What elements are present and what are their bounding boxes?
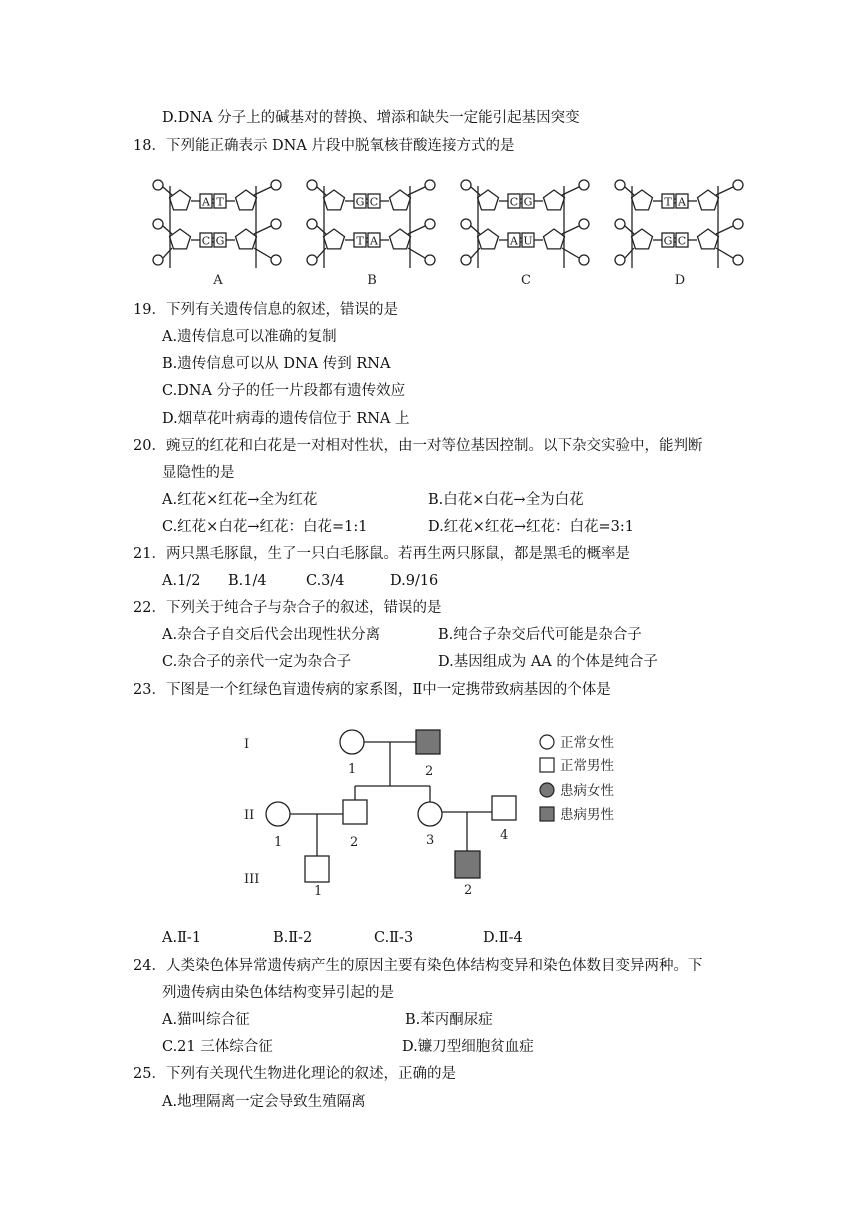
pedigree-number-i2: 2 [425,764,434,779]
q22-stem: 22．下列关于纯合子与杂合子的叙述，错误的是 [133,600,442,616]
pedigree-i1-normal-female [340,730,364,754]
q23-pedigree-chart [230,715,640,900]
q21-option-d: D.9/16 [390,573,439,589]
q18-dna-diagrams [140,168,760,290]
q25-option-a: A.地理隔离一定会导致生殖隔离 [162,1094,366,1110]
pedigree-iii1-normal-male [305,856,329,882]
q23-option-a: A.Ⅱ-1 [162,930,202,946]
base-a-1-right: G [215,234,225,248]
legend-normal-male-symbol [540,758,554,772]
base-a-1-left: C [201,234,211,248]
q19-stem: 19．下列有关遗传信息的叙述，错误的是 [133,302,398,318]
q21-option-c: C.3/4 [306,573,345,589]
legend-affected-female-symbol [540,783,554,797]
pedigree-ii1-normal-female [266,802,290,826]
q21-option-b: B.1/4 [228,573,267,589]
base-d-0-left: T [664,195,672,209]
legend-normal-male: 正常男性 [560,758,614,774]
pedigree-number-i1: 1 [348,762,357,777]
q17-option-d: D.DNA 分子上的碱基对的替换、增添和缺失一定能引起基因突变 [162,110,580,126]
base-b-1-left: T [356,234,364,248]
base-d-1-right: C [677,234,687,248]
dna-diagram-label-c: C [521,273,531,288]
q18-stem: 18．下列能正确表示 DNA 片段中脱氧核苷酸连接方式的是 [133,138,515,154]
q21-stem: 21．两只黑毛豚鼠，生了一只白毛豚鼠。若再生两只豚鼠，都是黑毛的概率是 [133,546,630,562]
q20-option-a: A.红花×红花→全为红花 [162,492,318,508]
pedigree-number-ii2: 2 [350,835,359,850]
base-c-1-left: A [510,234,518,248]
legend-affected-female: 患病女性 [560,783,614,799]
base-d-0-right: A [678,195,686,209]
pedigree-number-ii3: 3 [426,833,435,848]
q22-option-d: D.基因组成为 AA 的个体是纯合子 [438,654,658,670]
q20-option-d: D.红花×红花→红花：白花=3:1 [428,519,635,535]
pedigree-ii3-normal-female [418,802,442,826]
q20-option-b: B.白花×白花→全为白花 [428,492,584,508]
q20-stem-line1: 20．豌豆的红花和白花是一对相对性状，由一对等位基因控制。以下杂交实验中，能判断 [133,438,703,454]
base-b-0-right: C [369,195,379,209]
q22-option-c: C.杂合子的亲代一定为杂合子 [162,654,352,670]
q19-option-d: D.烟草花叶病毒的遗传信位于 RNA 上 [162,411,410,427]
pedigree-number-iii2: 2 [464,883,473,898]
q23-option-c: C.Ⅱ-3 [374,930,414,946]
q19-option-c: C.DNA 分子的任一片段都有遗传效应 [162,383,406,399]
q24-stem-line2: 列遗传病由染色体结构变异引起的是 [162,985,394,1001]
dna-diagram-label-b: B [367,273,377,288]
dna-diagram-label-a: A [213,273,223,288]
pedigree-ii2-normal-male [343,800,367,824]
legend-normal-female-symbol [540,735,554,749]
legend-affected-male-symbol [540,807,554,821]
q19-option-a: A.遗传信息可以准确的复制 [162,329,337,345]
q25-stem: 25．下列有关现代生物进化理论的叙述，正确的是 [133,1066,456,1082]
q23-option-b: B.Ⅱ-2 [273,930,313,946]
base-a-0-left: A [202,195,210,209]
dna-diagram-label-d: D [674,273,686,288]
base-c-0-left: C [509,195,519,209]
base-a-0-right: T [216,195,224,209]
q24-option-b: B.苯丙酮尿症 [405,1012,493,1028]
generation-label-iii: III [244,872,260,887]
q23-stem: 23．下图是一个红绿色盲遗传病的家系图，Ⅱ中一定携带致病基因的个体是 [133,682,611,698]
pedigree-iii2-affected-male [455,851,480,878]
dna-diagram-d [615,180,743,288]
q24-option-a: A.猫叫综合征 [162,1012,250,1028]
generation-label-i: I [244,737,250,752]
base-b-1-right: A [370,234,378,248]
base-d-1-left: G [663,234,673,248]
q19-option-b: B.遗传信息可以从 DNA 传到 RNA [162,356,391,372]
q21-option-a: A.1/2 [162,573,201,589]
pedigree-number-iii1: 1 [314,884,323,899]
dna-diagram-c [461,180,589,288]
dna-diagram-a [153,180,281,288]
q20-stem-line2: 显隐性的是 [162,465,235,481]
pedigree-number-ii4: 4 [500,828,509,843]
legend-normal-female: 正常女性 [560,735,614,751]
base-c-1-right: U [523,234,533,248]
q24-stem-line1: 24．人类染色体异常遗传病产生的原因主要有染色体结构变异和染色体数目变异两种。下 [133,958,703,974]
q22-option-a: A.杂合子自交后代会出现性状分离 [162,627,381,643]
pedigree-number-ii1: 1 [274,835,283,850]
q23-option-d: D.Ⅱ-4 [483,930,523,946]
dna-diagram-b [307,180,435,288]
q22-option-b: B.纯合子杂交后代可能是杂合子 [438,627,642,643]
legend-affected-male: 患病男性 [560,807,614,823]
pedigree-ii4-normal-male [492,796,516,820]
base-b-0-left: G [355,195,365,209]
pedigree-i2-affected-male [416,730,440,754]
generation-label-ii: II [244,808,255,823]
base-c-0-right: G [523,195,533,209]
q24-option-d: D.镰刀型细胞贫血症 [402,1039,534,1055]
q24-option-c: C.21 三体综合征 [162,1039,273,1055]
q20-option-c: C.红花×白花→红花：白花=1:1 [162,519,368,535]
